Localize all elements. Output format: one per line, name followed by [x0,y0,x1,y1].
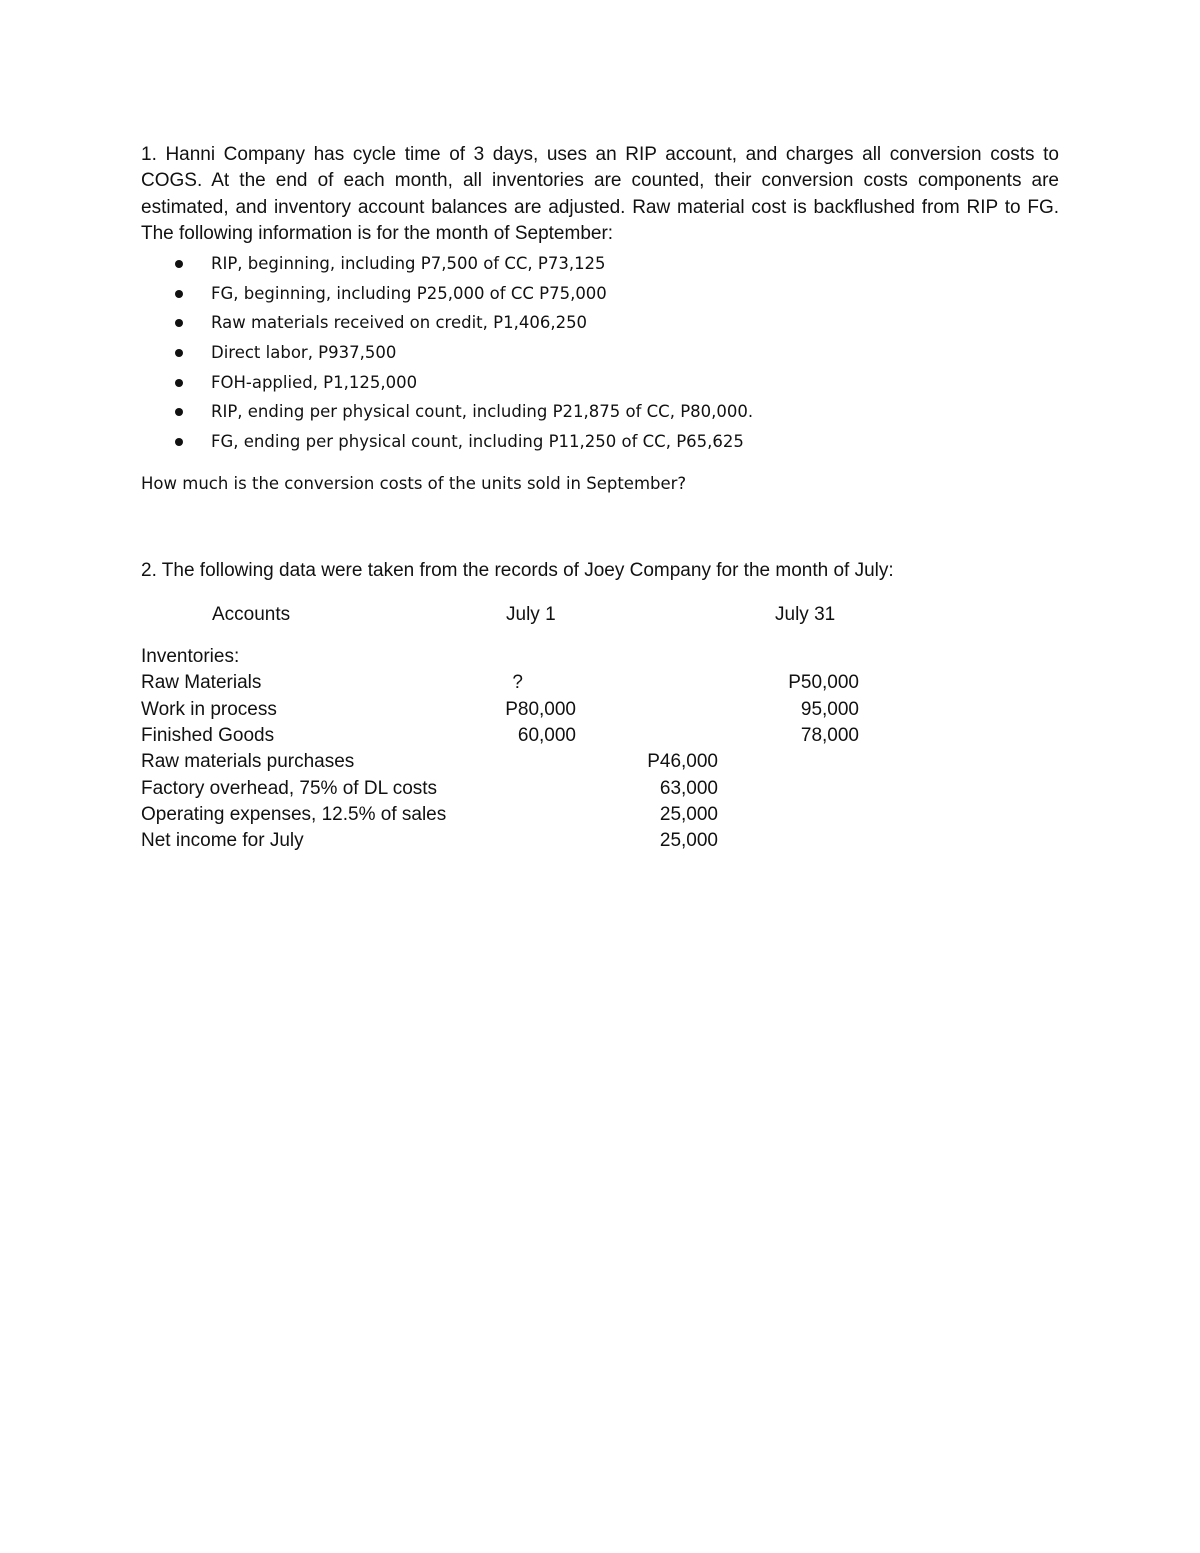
problem-1-paragraph: 1. Hanni Company has cycle time of 3 days, uses an RIP account, and charges all conversion costs to COGS. At the end of each month, all inventories are counted, their conversion costs components are estimated, and inventory account balances are adjusted. Raw material cost is backflushed from RIP to FG. The following information is for the month of September: [141,144,1059,244]
row-label: Operating expenses, 12.5% of sales [141,804,447,825]
table-row [0,697,1200,723]
bullet-icon [175,290,183,298]
list-item-text: Direct labor, P937,500 [211,343,397,363]
table-row [0,723,1200,749]
july-31-value: 78,000 [800,725,859,746]
july-1-value: ? [512,672,523,693]
row-label: Raw Materials [141,672,262,693]
table-row [0,776,1200,802]
list-item-text: FG, ending per physical count, including P11,250 of CC, P65,625 [211,432,744,452]
bullet-icon [175,438,183,446]
period-value: 63,000 [659,778,718,799]
list-item-text: FOH-applied, P1,125,000 [211,372,418,392]
list-item-text: FG, beginning, including P25,000 of CC P75,000 [211,283,607,303]
row-label: Raw materials purchases [141,751,355,772]
table-row [0,644,1200,670]
row-label: Work in process [141,699,277,720]
list-item-text: RIP, beginning, including P7,500 of CC, P73,125 [211,254,606,273]
bullet-icon [175,408,183,416]
problem-1-bullet-list [141,249,753,457]
july-31-value: 95,000 [800,699,859,720]
list-item [141,338,753,368]
list-item [141,249,753,279]
july-1-value: 60,000 [517,725,576,746]
period-value: P46,000 [647,751,718,772]
row-label: Finished Goods [141,725,275,746]
july-1-value: P80,000 [505,699,576,720]
list-item [141,279,753,309]
list-item [141,368,753,398]
problem-1-question: How much is the conversion costs of the units sold in September? [141,474,687,493]
list-item-text: Raw materials received on credit, P1,406,250 [211,313,588,333]
column-header-july-1: July 1 [506,604,556,625]
period-value: 25,000 [659,804,718,825]
table-row [0,749,1200,775]
bullet-icon [175,319,183,327]
table-row [0,828,1200,854]
row-label: Inventories: [141,646,240,667]
list-item [141,427,753,457]
table-row [0,802,1200,828]
list-item [141,397,753,427]
table-row [0,670,1200,696]
bullet-icon [175,349,183,357]
column-header-july-31: July 31 [775,604,836,625]
column-header-accounts: Accounts [212,604,291,625]
bullet-icon [175,379,183,387]
list-item-text: RIP, ending per physical count, including P21,875 of CC, P80,000. [211,402,754,422]
row-label: Factory overhead, 75% of DL costs [141,778,438,799]
list-item [141,308,753,338]
period-value: 25,000 [659,830,718,851]
july-31-value: P50,000 [788,672,859,693]
bullet-icon [175,260,183,268]
problem-2-intro: 2. The following data were taken from the records of Joey Company for the month of July: [141,560,894,581]
row-label: Net income for July [141,830,304,851]
